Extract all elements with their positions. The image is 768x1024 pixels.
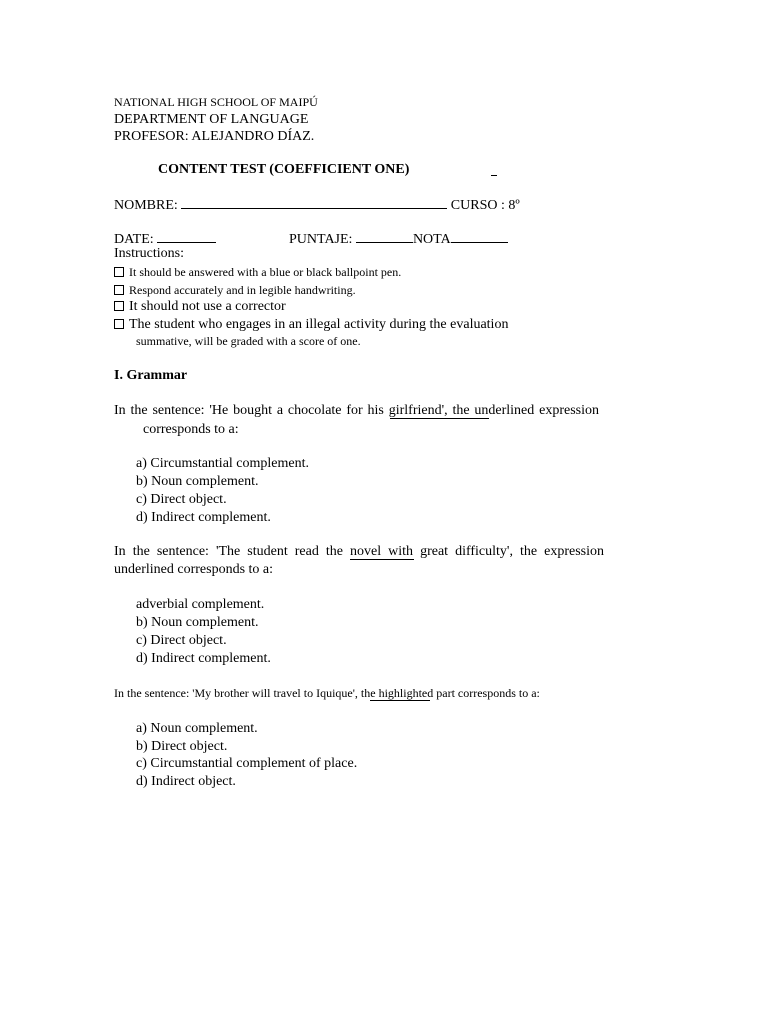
instruction-text: The student who engages in an illegal activity during the evaluation (129, 317, 509, 332)
instructions-heading: Instructions: (114, 246, 184, 261)
option[interactable]: c) Direct object. (136, 633, 227, 648)
nombre-row (114, 196, 520, 214)
question-1-stem: In the sentence: 'He bought a chocolate for his girlfriend', the underlined expression (114, 403, 599, 418)
underline-mark (370, 700, 430, 701)
title-mark (491, 175, 497, 176)
underline-mark (350, 559, 414, 560)
checkbox-icon (114, 319, 124, 329)
puntaje-blank[interactable] (356, 230, 413, 243)
school-name: NATIONAL HIGH SCHOOL OF MAIPÚ (114, 95, 318, 109)
option[interactable]: d) Indirect complement. (136, 651, 271, 666)
option[interactable]: a) Circumstantial complement. (136, 456, 310, 471)
option[interactable]: b) Noun complement. (136, 615, 259, 630)
checkbox-icon (114, 267, 124, 277)
section-heading: I. Grammar (114, 368, 188, 383)
nota-blank[interactable] (451, 230, 508, 243)
checkbox-icon (114, 301, 124, 311)
score-row (289, 230, 508, 248)
option[interactable]: c) Direct object. (136, 492, 227, 507)
instruction-item (114, 265, 401, 280)
curso-label: CURSO : 8º (450, 198, 520, 213)
date-blank[interactable] (157, 230, 216, 243)
option[interactable]: d) Indirect object. (136, 774, 236, 789)
nombre-label: NOMBRE: (114, 198, 178, 213)
test-title: CONTENT TEST (COEFFICIENT ONE) (158, 162, 410, 177)
question-2-stem: In the sentence: 'The student read the novel with great difficulty', the expression (114, 544, 604, 559)
option[interactable]: b) Direct object. (136, 739, 228, 754)
option[interactable]: adverbial complement. (136, 597, 265, 612)
option[interactable]: d) Indirect complement. (136, 510, 271, 525)
checkbox-icon (114, 285, 124, 295)
professor-name: PROFESOR: ALEJANDRO DÍAZ. (114, 129, 315, 144)
underline-mark (390, 418, 489, 419)
option[interactable]: b) Noun complement. (136, 474, 259, 489)
nota-label: NOTA (412, 232, 451, 247)
question-1-stem-cont: corresponds to a: (143, 422, 239, 437)
question-3-stem: In the sentence: 'My brother will travel to Iquique', the highlighted part corresponds to a: (114, 686, 540, 700)
instruction-item (114, 317, 508, 333)
instruction-item (114, 299, 286, 315)
puntaje-label: PUNTAJE: (289, 232, 353, 247)
nombre-blank[interactable] (181, 196, 447, 209)
instruction-text: Respond accurately and in legible handwriting. (129, 283, 356, 297)
option[interactable]: c) Circumstantial complement of place. (136, 756, 358, 771)
instruction-continuation: summative, will be graded with a score of one. (136, 334, 361, 348)
option[interactable]: a) Noun complement. (136, 721, 258, 736)
date-label: DATE: (114, 232, 154, 247)
instruction-text: It should not use a corrector (129, 299, 286, 314)
instruction-item (114, 283, 356, 298)
question-2-stem-cont: underlined corresponds to a: (114, 562, 274, 577)
department-name: DEPARTMENT OF LANGUAGE (114, 112, 309, 127)
instruction-text: It should be answered with a blue or black ballpoint pen. (129, 265, 402, 279)
